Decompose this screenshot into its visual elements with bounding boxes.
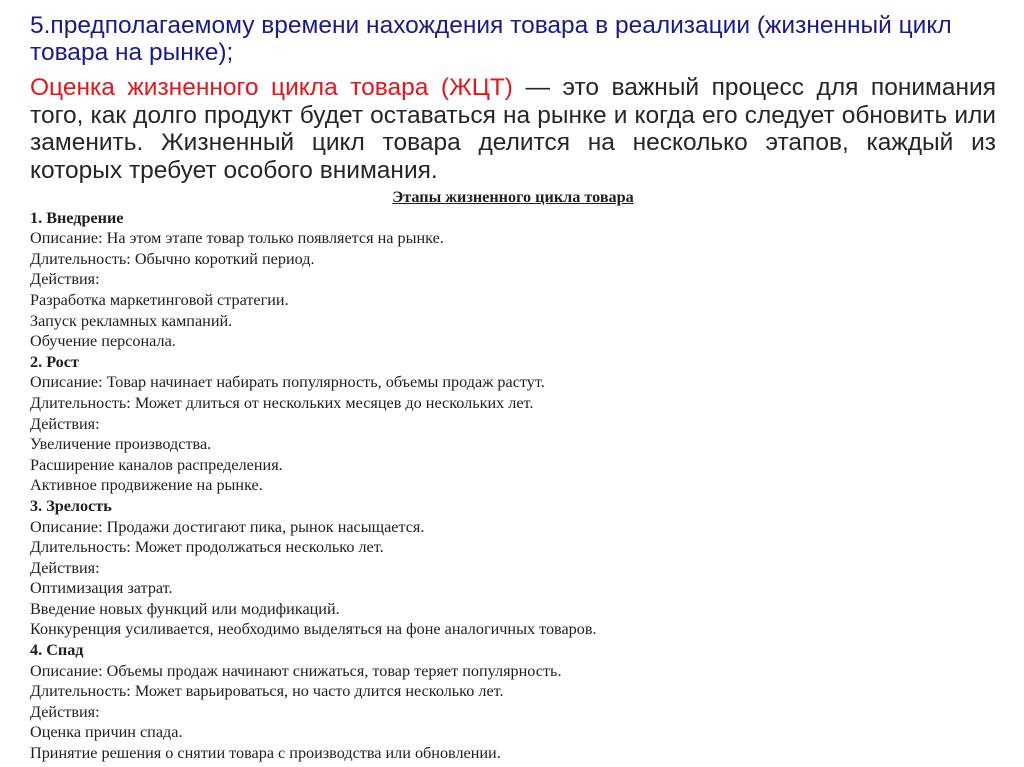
stage-description: Описание: На этом этапе товар только появляется на рынке. (30, 229, 444, 248)
stage-block (30, 352, 996, 496)
slide-heading: 5.предполагаемому времени нахождения товара в реализации (жизненный цикл товара на рынке); (30, 12, 952, 66)
stage-action-item: Запуск рекламных кампаний. (30, 311, 233, 330)
stage-action-item: Оптимизация затрат. (30, 579, 173, 598)
stage-duration: Длительность: Может варьироваться, но часто длится несколько лет. (30, 682, 504, 701)
intro-text: — это важный процесс для понимания того, как долго продукт будет оставаться на рынке и когда его следует обновить или заменить. Жизненный цикл товара делится на несколько этапов, каждый из которых требует особого внимания. (30, 74, 996, 184)
stage-action-item: Обучение персонала. (30, 332, 176, 351)
stages-list (30, 208, 996, 764)
stage-block (30, 496, 996, 640)
stage-actions-label: Действия: (30, 414, 100, 433)
stage-action-item: Активное продвижение на рынке. (30, 476, 263, 495)
stages-title: Этапы жизненного цикла товара (392, 188, 634, 206)
stage-action-item: Введение новых функций или модификаций. (30, 599, 340, 618)
stage-description: Описание: Объемы продаж начинают снижаться, товар теряет популярность. (30, 661, 562, 680)
stage-actions-label: Действия: (30, 270, 100, 289)
stage-action-item: Расширение каналов распределения. (30, 455, 283, 474)
stage-block (30, 208, 996, 352)
stage-duration: Длительность: Может продолжаться несколько лет. (30, 538, 384, 557)
stage-actions-label: Действия: (30, 558, 100, 577)
stage-action-item: Оценка причин спада. (30, 723, 183, 742)
stages-section (30, 187, 996, 764)
stage-duration: Длительность: Может длиться от нескольких месяцев до нескольких лет. (30, 393, 534, 412)
stage-title: 4. Спад (30, 641, 84, 660)
stage-title: 3. Зрелость (30, 496, 112, 515)
stage-duration: Длительность: Обычно короткий период. (30, 249, 315, 268)
intro-highlight: Оценка жизненного цикла товара (ЖЦТ) (30, 74, 513, 101)
stage-action-item: Разработка маркетинговой стратегии. (30, 290, 289, 309)
intro-paragraph (30, 74, 996, 184)
stage-action-item: Принятие решения о снятии товара с производства или обновлении. (30, 744, 501, 763)
stage-title: 2. Рост (30, 352, 79, 371)
stage-action-item: Конкуренция усиливается, необходимо выделяться на фоне аналогичных товаров. (30, 620, 597, 639)
stage-description: Описание: Продажи достигают пика, рынок насыщается. (30, 517, 425, 536)
stage-description: Описание: Товар начинает набирать популярность, объемы продаж растут. (30, 373, 545, 392)
stage-title: 1. Внедрение (30, 208, 124, 227)
stage-block (30, 640, 996, 764)
stage-action-item: Увеличение производства. (30, 435, 212, 454)
stage-actions-label: Действия: (30, 702, 100, 721)
